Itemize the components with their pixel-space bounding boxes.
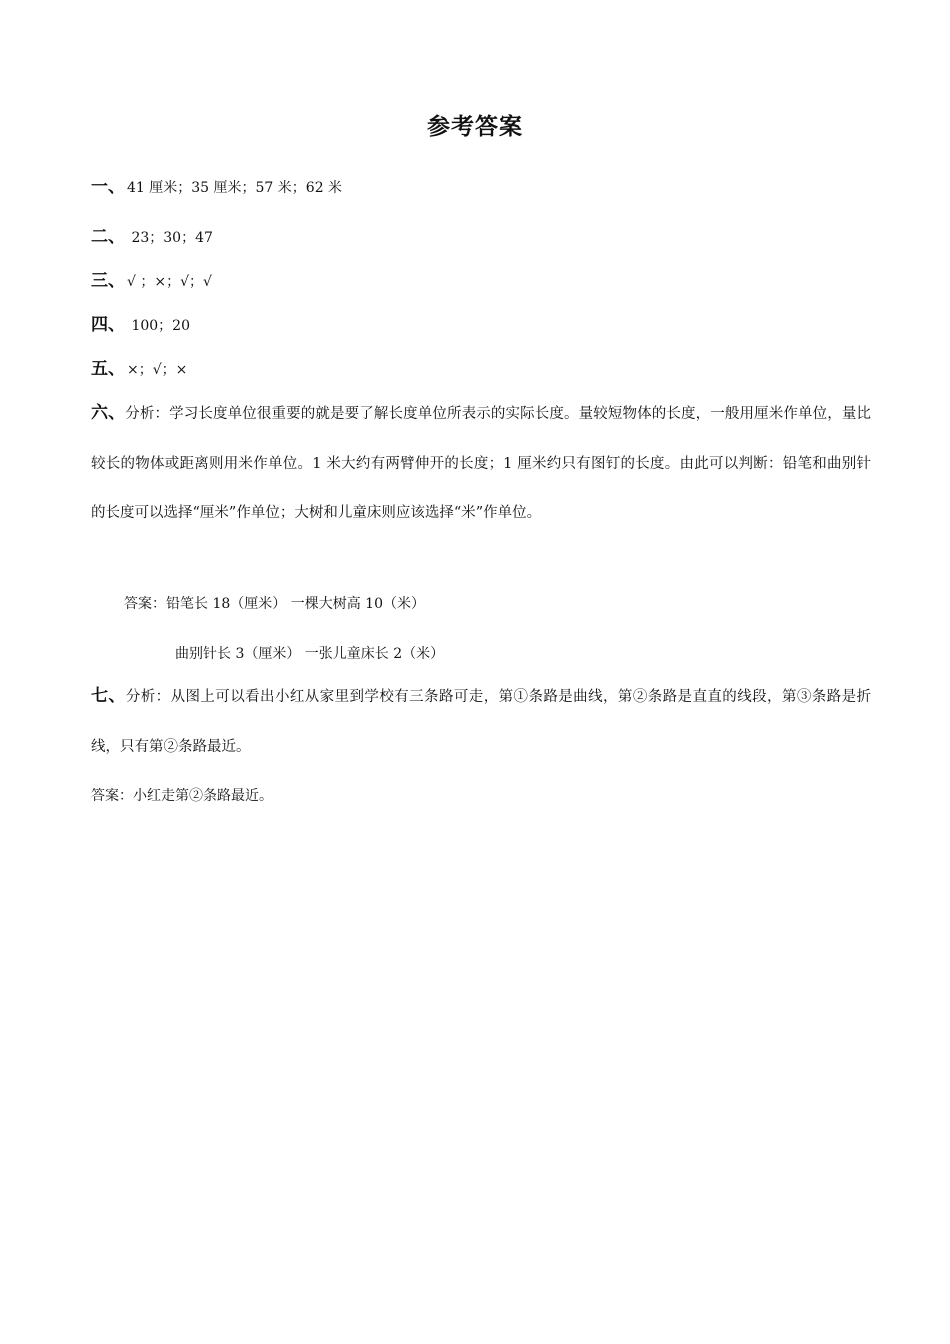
answer-6-answer-line-1: 答案：铅笔长 18（厘米） 一棵大树高 10（米） [124, 596, 425, 612]
question-number: 五、 [91, 359, 125, 379]
answer-7-analysis [91, 672, 871, 772]
question-number: 六、 [91, 403, 126, 423]
answer-text: ×；√；× [127, 362, 188, 378]
answer-2 [91, 227, 213, 248]
answer-text: 100；20 [127, 318, 190, 334]
answer-1 [91, 177, 342, 198]
answer-4 [91, 315, 190, 336]
question-number: 一、 [91, 177, 125, 197]
answer-text: 23；30；47 [127, 230, 213, 246]
answer-5 [91, 359, 187, 380]
answer-text: 41 厘米；35 厘米；57 米；62 米 [127, 180, 343, 196]
page-title: 参考答案 [427, 114, 523, 140]
answer-6-analysis [91, 389, 871, 539]
answer-6-answer-line-2: 曲别针长 3（厘米） 一张儿童床长 2（米） [175, 646, 445, 662]
analysis-text: 分析：从图上可以看出小红从家里到学校有三条路可走，第①条路是曲线，第②条路是直直的线段，第③条路是折线，只有第②条路最近。 [91, 689, 871, 755]
question-number: 七、 [91, 686, 126, 706]
answer-7-answer: 答案：小红走第②条路最近。 [91, 788, 273, 804]
question-number: 四、 [91, 315, 125, 335]
question-number: 二、 [91, 227, 125, 247]
answer-text: √ ；×；√；√ [127, 274, 212, 290]
question-number: 三、 [91, 271, 125, 291]
answer-3 [91, 271, 212, 292]
analysis-text: 分析：学习长度单位很重要的就是要了解长度单位所表示的实际长度。量较短物体的长度，一般用厘米作单位，量比较长的物体或距离则用米作单位。1 米大约有两臂伸开的长度；1 厘米约只有图钉的长度。由此可以判断：铅笔和曲别针的长度可以选择“厘米”作单位；大树和儿童床则应该选择“米”作单位。 [91, 406, 871, 521]
